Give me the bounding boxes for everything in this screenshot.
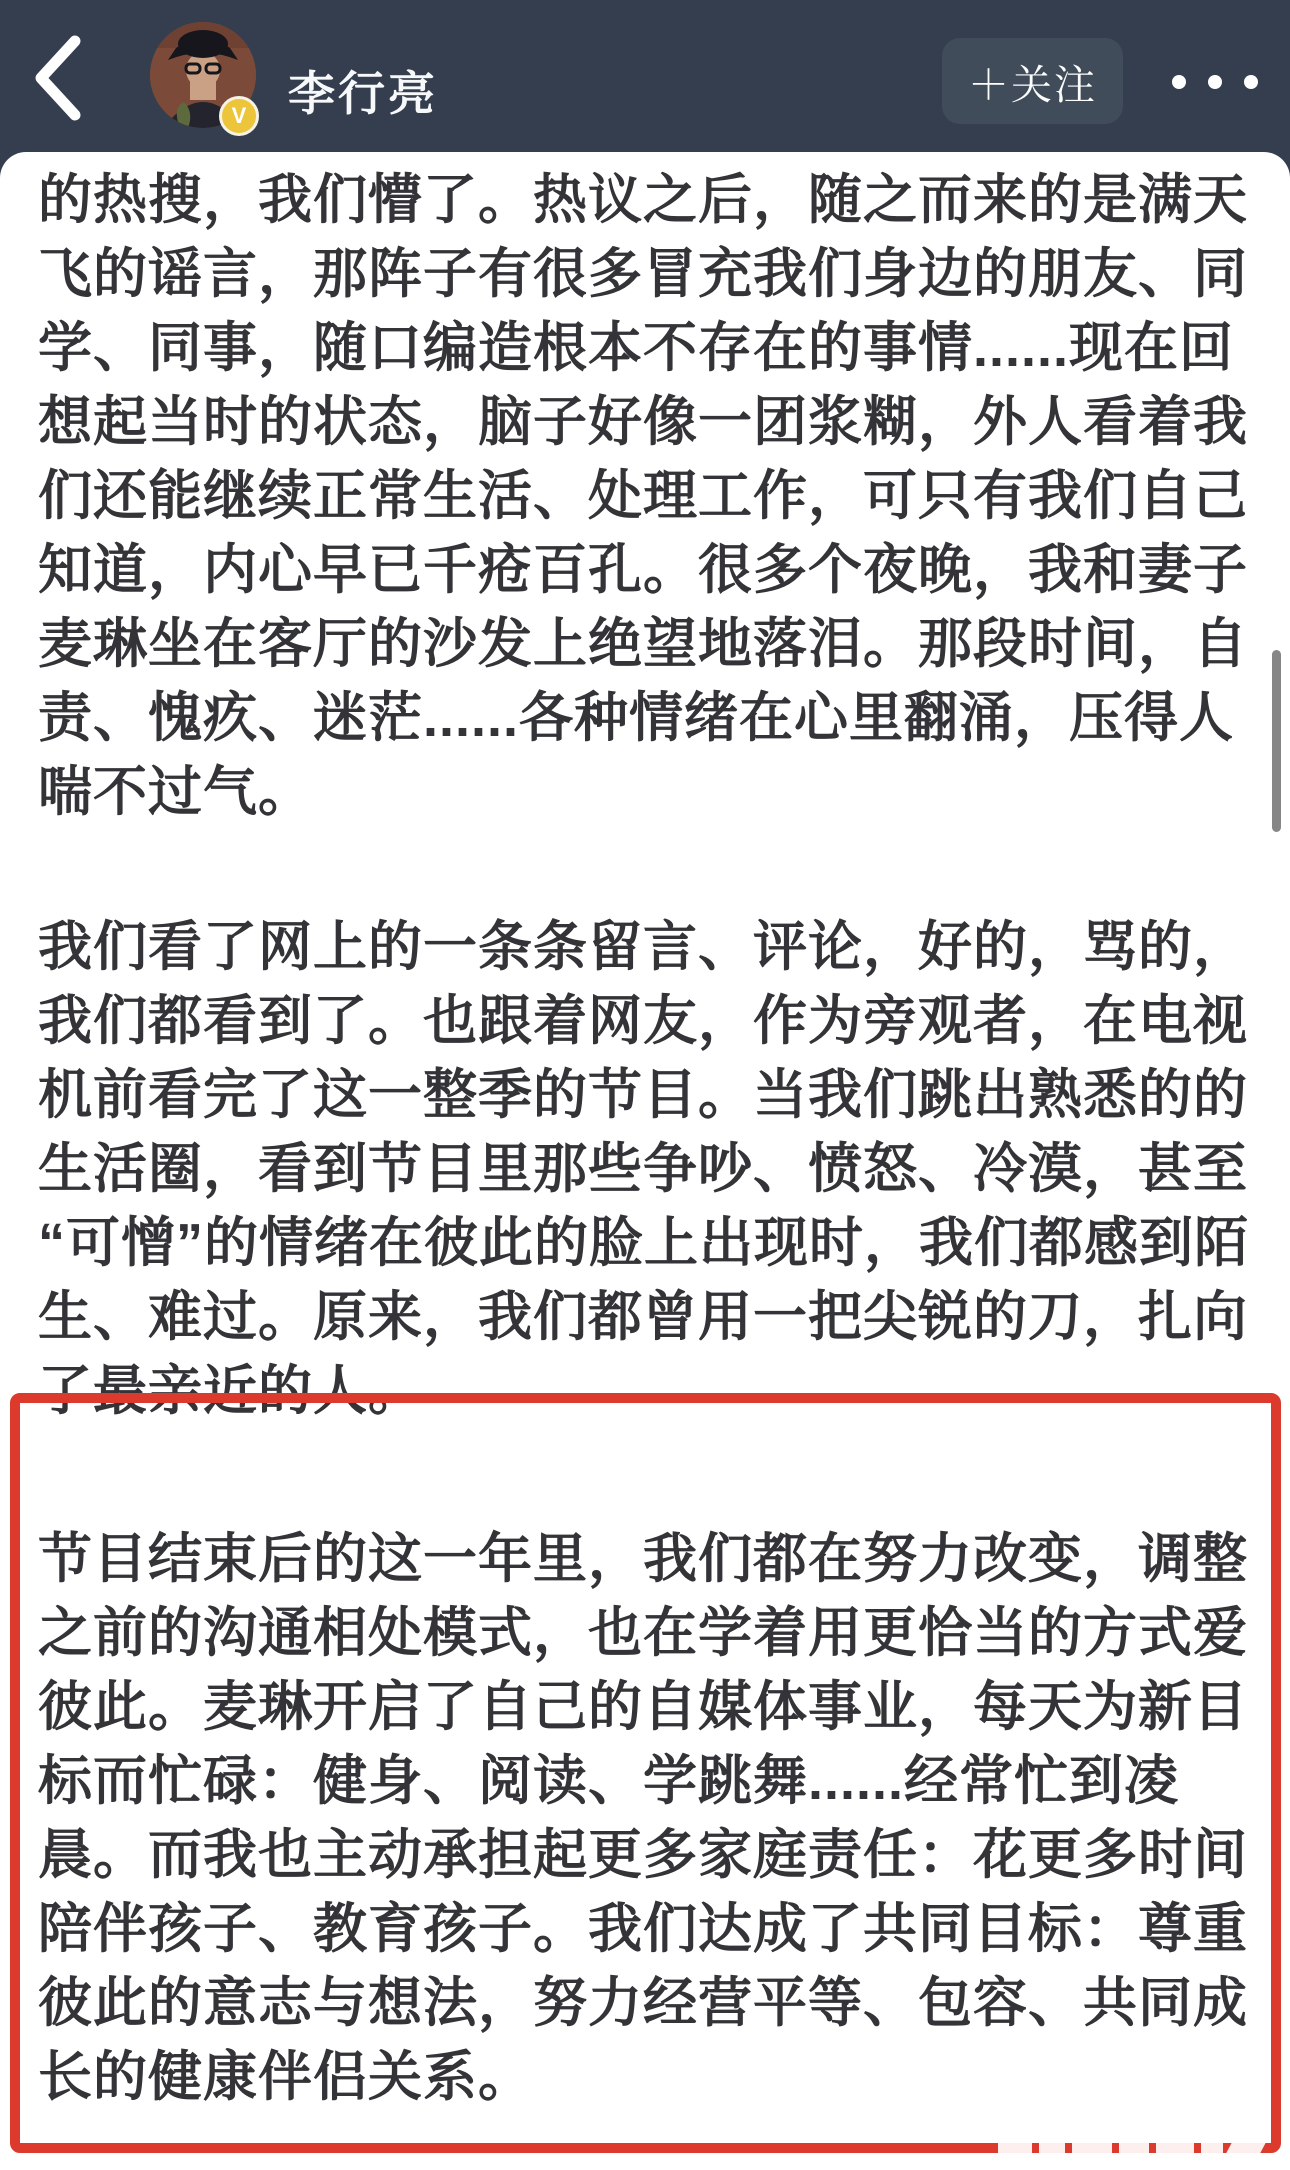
more-button[interactable] [1172, 60, 1258, 104]
text-line: 想起当时的状态，脑子好像一团浆糊，外人看着我 [38, 392, 1248, 452]
paragraph [38, 910, 1252, 1428]
article-body [38, 163, 1252, 2114]
text-line: 生活圈，看到节目里那些争吵、愤怒、冷漠，甚至 [38, 1139, 1248, 1199]
text-line: 飞的谣言，那阵子有很多冒充我们身边的朋友、同 [38, 244, 1248, 304]
text-line: 的热搜，我们懵了。热议之后，随之而来的是满天 [38, 170, 1248, 230]
text-line: 生、难过。原来，我们都曾用一把尖锐的刀，扎向 [38, 1287, 1248, 1347]
text-line: “可憎”的情绪在彼此的脸上出现时，我们都感到陌 [38, 1213, 1249, 1273]
text-line: 们还能继续正常生活、处理工作，可只有我们自己 [38, 466, 1248, 526]
ellipsis-icon [1208, 75, 1222, 89]
text-line: 彼此的意志与想法，努力经营平等、包容、共同成 [38, 1973, 1248, 2033]
paragraph-highlighted [38, 1522, 1252, 2114]
scrollbar-thumb[interactable] [1272, 650, 1281, 832]
paragraph [38, 163, 1252, 829]
text-line: 陪伴孩子、教育孩子。我们达成了共同目标：尊重 [38, 1899, 1248, 1959]
ellipsis-icon [1244, 75, 1258, 89]
text-line: 学、同事，随口编造根本不存在的事情......现在回 [38, 318, 1235, 378]
article-card [0, 152, 1290, 2170]
text-line: 我们都看到了。也跟着网友，作为旁观者，在电视 [38, 991, 1248, 1051]
back-button[interactable] [22, 30, 92, 125]
follow-button[interactable]: ＋关注 [942, 38, 1123, 124]
text-line: 标而忙碌：健身、阅读、学跳舞......经常忙到凌 [38, 1751, 1180, 1811]
text-line: 责、愧疚、迷茫......各种情绪在心里翻涌，压得人 [38, 688, 1235, 748]
user-name: 李行亮 [288, 67, 438, 120]
text-line: 节目结束后的这一年里，我们都在努力改变，调整 [38, 1529, 1248, 1589]
verified-badge-icon: V [219, 96, 259, 136]
text-line: 长的健康伴侣关系。 [38, 2047, 533, 2107]
text-line: 晨。而我也主动承担起更多家庭责任：花更多时间 [38, 1825, 1248, 1885]
ellipsis-icon [1172, 75, 1186, 89]
text-line: 我们看了网上的一条条留言、评论，好的，骂的， [38, 917, 1248, 977]
text-line: 了最亲近的人。 [38, 1361, 423, 1421]
nav-header [0, 0, 1290, 152]
text-line: 彼此。麦琳开启了自己的自媒体事业，每天为新目 [38, 1677, 1248, 1737]
text-line: 之前的沟通相处模式，也在学着用更恰当的方式爱 [38, 1603, 1248, 1663]
chevron-left-icon [31, 35, 83, 121]
text-line: 麦琳坐在客厅的沙发上绝望地落泪。那段时间，自 [38, 614, 1248, 674]
text-line: 喘不过气。 [38, 762, 313, 822]
text-line: 机前看完了这一整季的节目。当我们跳出熟悉的的 [38, 1065, 1248, 1125]
text-line: 知道，内心早已千疮百孔。很多个夜晚，我和妻子 [38, 540, 1248, 600]
